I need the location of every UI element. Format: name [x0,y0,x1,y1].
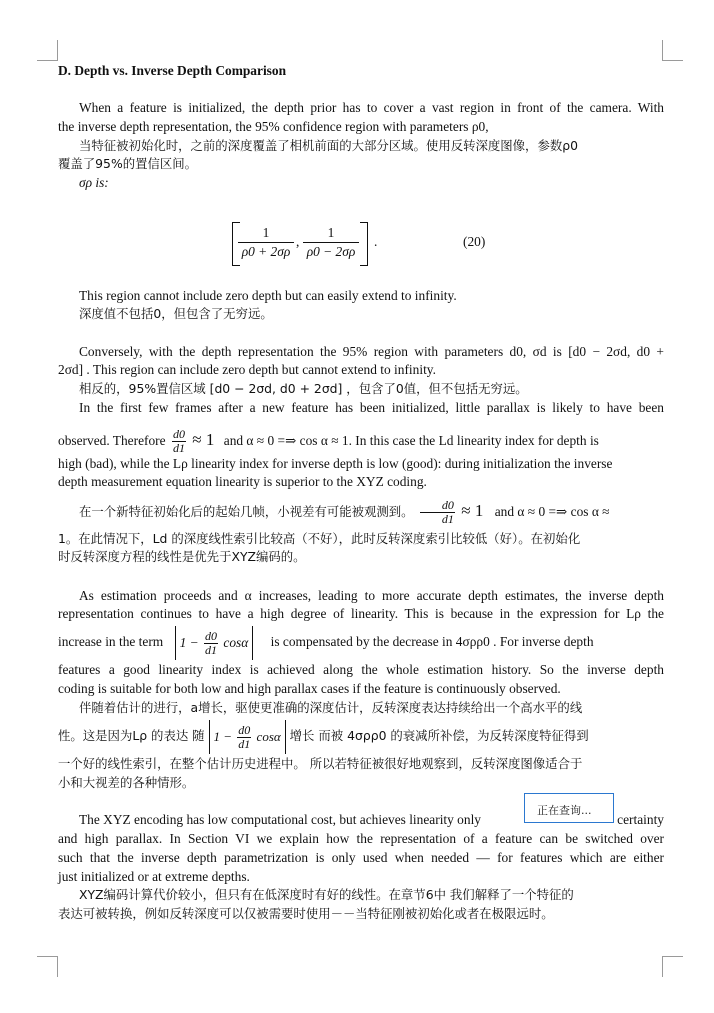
p5-zh-line-1: 伴随着估计的进行，a增长，驱使更准确的深度估计，反转深度表达持续给出一个高水平的线 [79,700,583,715]
p5-line-5: coding is suitable for both low and high parallax cases if the feature is continuously observed. [58,681,561,696]
eq-fraction-1 [238,224,294,261]
p6-zh-line-1: XYZ编码计算代价较小，但只有在低深度时有好的线性。在章节6中 我们解释了一个特征的 [79,887,574,902]
p4-zh-line-1 [58,494,664,528]
abs-term-cos: cosα [223,634,249,650]
p5-zh-line-2 [58,718,664,754]
abs-fraction-den: d1 [205,643,218,658]
p5-line-4: features a good linearity index is achieved along the whole estimation history. So the inverse depth [58,662,664,677]
p4-line-4: depth measurement equation linearity is superior to the XYZ coding. [58,474,427,489]
p5-line-2: representation continues to have a high degree of linearity. This is because in the expression for Lρ the [58,606,664,621]
p4-line-1: In the first few frames after a new feature has been initialized, little parallax is likely to have been [79,400,664,415]
p6-line-1-a: The XYZ encoding has low computational cost, but achieves linearity only [79,812,481,827]
abs-fraction-num: d0 [205,629,218,644]
crop-mark-top-left [37,40,58,61]
p4-line-2 [58,424,664,456]
eq-fraction-1-num: 1 [238,224,294,243]
p1-zh-line-1: 当特征被初始化时，之前的深度覆盖了相机前面的大部分区域。使用反转深度图像，参数ρ0 [79,138,578,153]
abs-term-zh-one: 1 − [213,728,233,744]
eq-fraction-1-den: ρ0 + 2σρ [241,244,291,259]
crop-mark-bottom-right [662,956,683,977]
p6-zh-line-2: 表达可被转换，例如反转深度可以仅被需要时使用－－当特征刚被初始化或者在极限远时。 [58,906,554,921]
p5-line-3-a: increase in the term [58,634,164,649]
approx-one: ≈ 1 [192,430,215,449]
p6-line-3: such that the inverse depth parametrization is only used when needed — for features which are either [58,850,664,865]
approx-one-zh: ≈ 1 [461,501,484,520]
equation-20 [226,222,666,266]
abs-term-zh-cos: cosα [256,728,281,744]
abs-zh-fraction-num: d0 [238,723,251,738]
d0-over-d1-fraction [172,428,186,455]
p6-line-4: just initialized or at extreme depths. [58,869,250,884]
p2-zh-line: 深度值不包括0，但包含了无穷远。 [79,306,273,321]
p6-line-1-b: certainty [617,812,664,827]
eq-period: . [374,234,378,249]
abs-term-fraction [204,630,218,657]
lookup-tooltip-text: 正在查询... [537,804,592,817]
abs-zh-fraction-den: d1 [238,737,251,752]
p5-zh-line-4: 小和大视差的各种情形。 [58,775,195,790]
abs-term-zh [209,720,286,754]
p3-line-1: Conversely, with the depth representation the 95% region with parameters d0, σd is [d0 − 2σd, d0 + [79,344,664,359]
equation-number: (20) [463,234,486,249]
fraction-den: d1 [172,441,185,456]
p5-line-3 [58,624,664,660]
p5-zh-line-3: 一个好的线性索引，在整个估计历史进程中。 所以若特征被很好地观察到，反转深度图像适合于 [58,756,583,771]
p4-zh-line-1-b: and α ≈ 0 =⇒ cos α ≈ [494,504,610,519]
p4-line-3: high (bad), while the Lρ linearity index for inverse depth is low (good): during initialization the inverse [58,456,613,471]
p3-zh-line: 相反的，95%置信区域 [d0 − 2σd, d0 + 2σd] ，包含了0值，但不包括无穷远。 [79,381,528,396]
eq-fraction-2-den: ρ0 − 2σρ [306,244,356,259]
p4-line-2-b: and α ≈ 0 =⇒ cos α ≈ 1. In this case the Ld linearity index for depth is [223,433,599,448]
crop-mark-bottom-left [37,956,58,977]
p6-line-2: and high parallax. In Section VI we explain how the representation of a feature can be switched over [58,831,664,846]
p5-line-3-b: is compensated by the decrease in 4σρρ0 . For inverse depth [270,634,594,649]
fraction-num-zh: d0 [420,499,455,513]
p5-line-1: As estimation proceeds and α increases, leading to more accurate depth estimates, the inverse depth [79,588,664,603]
p1-zh-line-2: 覆盖了95%的置信区间。 [58,156,198,171]
p1-line-1: When a feature is initialized, the depth prior has to cover a vast region in front of the camera. With [79,100,664,115]
eq-fraction-2 [303,224,359,261]
p3-line-2: 2σd] . This region can include zero depth but cannot extend to infinity. [58,362,436,377]
p1-tail: σρ is: [79,175,109,190]
crop-mark-top-right [662,40,683,61]
eq-comma: , [296,234,300,249]
fraction-den-zh: d1 [441,512,454,527]
lookup-tooltip[interactable] [524,793,614,823]
abs-term-zh-fraction [237,724,251,751]
fraction-num: d0 [172,427,185,442]
p4-line-2-a: observed. Therefore [58,433,166,448]
p2-line: This region cannot include zero depth but can easily extend to infinity. [79,288,457,303]
p4-zh-line-1-a: 在一个新特征初始化后的起始几帧，小视差有可能被观测到。 [79,504,414,519]
abs-term [175,626,254,660]
p5-zh-line-2-a: 性。这是因为Lρ 的表达 随 [58,728,205,743]
p4-zh-line-2: 1。在此情况下，Ld 的深度线性索引比较高（不好），此时反转深度索引比较低（好）。在初始化 [58,531,581,546]
right-bracket [360,222,368,266]
p5-zh-line-2-b: 增长 而被 4σρρ0 的衰减所补偿，为反转深度特征得到 [289,728,589,743]
p4-zh-line-3: 时反转深度方程的线性是优先于XYZ编码的。 [58,549,306,564]
p1-line-2: the inverse depth representation, the 95% confidence region with parameters ρ0, [58,119,489,134]
eq-fraction-2-num: 1 [303,224,359,243]
abs-term-one: 1 − [179,634,199,650]
d0-over-d1-fraction-zh [420,499,455,526]
section-heading: D. Depth vs. Inverse Depth Comparison [58,63,287,78]
